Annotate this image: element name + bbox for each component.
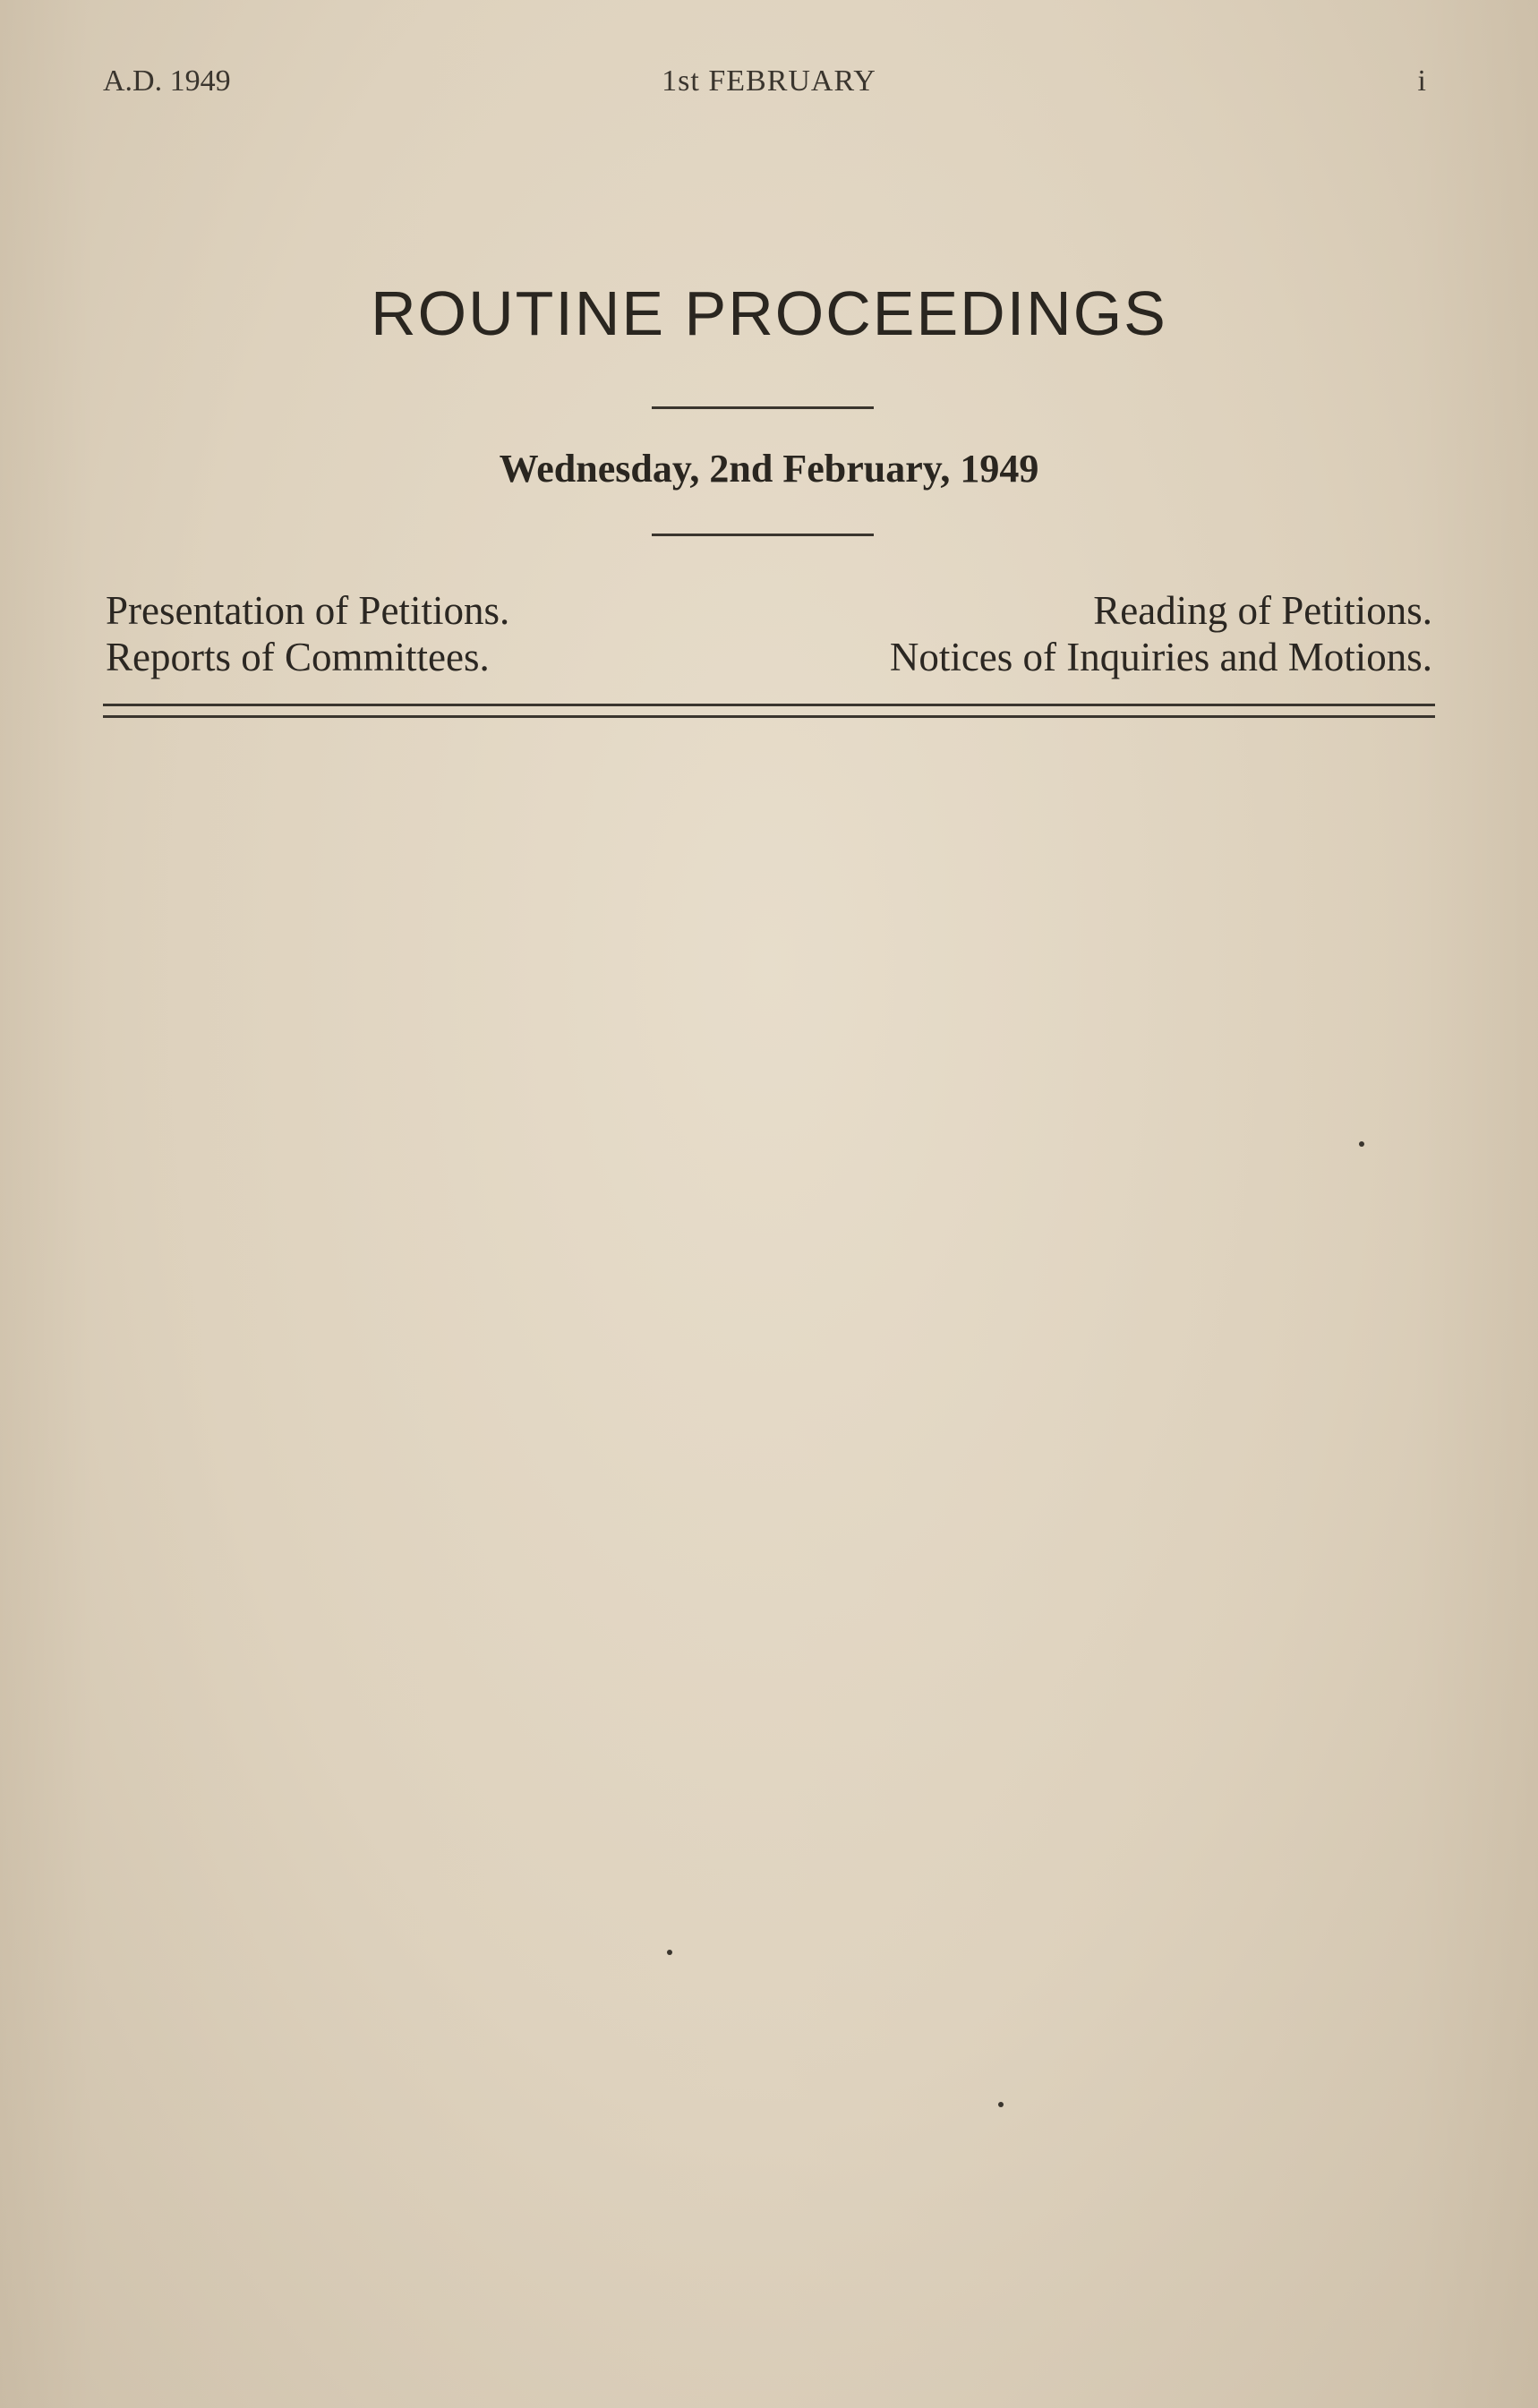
list-item: Presentation of Petitions. xyxy=(106,588,510,633)
divider-top xyxy=(652,406,874,409)
double-rule-divider xyxy=(103,704,1435,718)
paper-speck xyxy=(667,1950,672,1955)
page-title: ROUTINE PROCEEDINGS xyxy=(371,278,1167,348)
running-head-date: 1st FEBRUARY xyxy=(662,64,876,98)
list-item: Reports of Committees. xyxy=(106,635,490,679)
running-head xyxy=(103,64,1435,100)
page-number: i xyxy=(1417,64,1426,98)
proceedings-left-column xyxy=(106,587,509,680)
proceedings-right-column xyxy=(890,587,1432,680)
proceedings-list xyxy=(106,587,1432,686)
list-item: Notices of Inquiries and Motions. xyxy=(889,635,1432,679)
divider-bottom xyxy=(652,534,874,536)
list-item: Reading of Petitions. xyxy=(1093,588,1432,633)
paper-speck xyxy=(1359,1141,1364,1147)
sitting-date: Wednesday, 2nd February, 1949 xyxy=(499,447,1039,491)
running-head-year: A.D. 1949 xyxy=(103,64,231,98)
paper-speck xyxy=(998,2102,1004,2107)
